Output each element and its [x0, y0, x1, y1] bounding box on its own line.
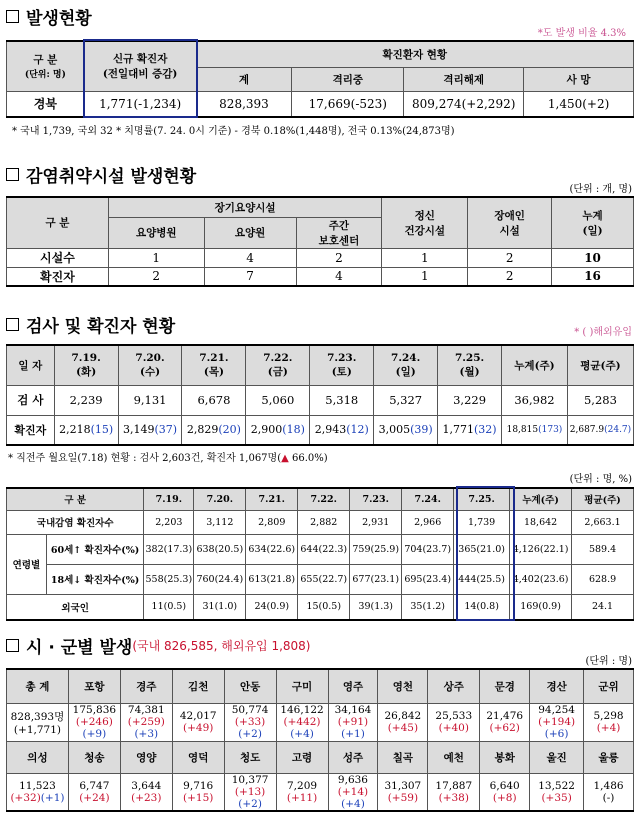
section-title-text: 시 · 군별 발생	[26, 638, 133, 658]
header-day: 7.23.	[350, 488, 402, 510]
checkbox-square-icon	[6, 168, 19, 181]
header-daycare: 주간 보호센터	[296, 217, 382, 248]
age-table	[6, 487, 634, 621]
regions-table	[6, 668, 634, 812]
header-date: 일 자	[7, 345, 55, 385]
region-values-row-1: 828,393명 (+1,771) 175,836 (+246)(+9) 74,381 (+259)(+3) 42,017 (+49) 50,774 (+33)(+2) 146,122 (+442)(+4) 34,164 (+91)(+1) 26,842 (+45) 25,533 (+40) 21,476 (+62) 94,254 (+194)(+6) 5,298 (+4)	[7, 703, 634, 741]
header-new-cases: 신규 확진자 (전일대비 증감)	[84, 41, 196, 91]
cell-total: 828,393	[196, 91, 292, 117]
header-cum: 누계(주)	[502, 345, 568, 385]
checkbox-square-icon	[6, 639, 19, 652]
header-sum: 누계 (일)	[552, 197, 634, 248]
table-row: 시설수 1 4 2 1 2 10	[7, 248, 634, 267]
cell-isolation: 17,669(-523)	[292, 91, 404, 117]
header-disabled: 장애인 시설	[468, 197, 552, 248]
header-day: 7.22.	[298, 488, 350, 510]
table-row-domestic: 국내감염 확진자수 2,203 3,112 2,809 2,882 2,931 2,966 1,739 18,642 2,663.1	[7, 510, 634, 534]
header-day: 7.21.	[246, 488, 298, 510]
header-day: 7.19. (화)	[54, 345, 118, 385]
ratio-note: *도 발생 비율 4.3%	[537, 28, 626, 39]
header-day: 7.22. (금)	[246, 345, 310, 385]
footnote-2: * 직전주 월요일(7.18) 현황 : 검사 2,603건, 확진자 1,067명(▲ 66.0%)	[8, 453, 328, 464]
table-row-60plus: 연령별 60세↑ 확진자수(%) 382(17.3) 638(20.5) 634(22.6) 644(22.3) 759(25.9) 704(23.7) 365(21.0) 4,126(22.1) 589.4	[7, 534, 634, 564]
table-row-18minus: 18세↓ 확진자수(%) 558(25.3) 760(24.4) 613(21.8) 655(22.7) 677(23.1) 695(23.4) 444(25.5) 4,402(23.6) 628.9	[7, 564, 634, 594]
row-label: 경북	[7, 91, 85, 117]
facilities-table	[6, 196, 634, 287]
section-title-tests	[6, 312, 175, 337]
header-home: 요양원	[204, 217, 296, 248]
section-title-regions	[6, 633, 310, 658]
header-gubun: 구 분 (단위: 명)	[7, 41, 85, 91]
table-row-foreigner: 외국인 11(0.5) 31(1.0) 24(0.9) 15(0.5) 39(1.3) 35(1.2) 14(0.8) 169(0.9) 24.1	[7, 594, 634, 620]
header-day: 7.20.	[194, 488, 246, 510]
section-title-text: 감염취약시설 발생현황	[26, 167, 197, 187]
cell-new: 1,771(-1,234)	[84, 91, 196, 117]
header-day: 7.25. (월)	[438, 345, 502, 385]
header-day: 7.24. (일)	[374, 345, 438, 385]
table-row-tests: 검 사 2,239 9,131 6,678 5,060 5,318 5,327 3,229 36,982 5,283	[7, 385, 634, 415]
header-day: 7.19.	[144, 488, 194, 510]
header-day: 7.20. (수)	[118, 345, 182, 385]
up-arrow-icon: ▲	[281, 453, 289, 464]
header-day: 7.24.	[402, 488, 454, 510]
header-cum: 누계(주)	[510, 488, 572, 510]
region-names-row-1: 총 계 포항 경주 김천 안동 구미 영주 영천 상주 문경 경산 군위	[7, 669, 634, 703]
table-row-confirmed: 확진자 2,218(15) 3,149(37) 2,829(20) 2,900(18) 2,943(12) 3,005(39) 1,771(32) 18,815(173) 2,687.9(24.7)	[7, 415, 634, 445]
cell-release: 809,274(+2,292)	[404, 91, 524, 117]
footnote-1: * 국내 1,739, 국외 32 * 치명률(7. 24. 0시 기준) - 경북 0.18%(1,448명), 전국 0.13%(24,873명)	[12, 126, 455, 137]
unit-note: (단위 : 개, 명)	[569, 184, 632, 195]
checkbox-square-icon	[6, 318, 19, 331]
header-avg: 평균(주)	[567, 345, 633, 385]
header-release: 격리해제	[404, 67, 524, 91]
header-gubun: 구 분	[7, 197, 109, 248]
header-death: 사 망	[524, 67, 634, 91]
overseas-note: * ( )해외유입	[574, 327, 632, 338]
header-hospital: 요양병원	[108, 217, 204, 248]
checkbox-square-icon	[6, 10, 19, 23]
section-subtitle: (국내 826,585, 해외유입 1,808)	[132, 639, 311, 653]
header-gubun: 구 분	[7, 488, 144, 510]
tests-table	[6, 344, 634, 446]
section-title-facilities	[6, 162, 196, 187]
section-title-text: 발생현황	[26, 9, 92, 29]
header-longterm: 장기요양시설	[108, 197, 382, 217]
header-status: 확진환자 현황	[196, 41, 633, 67]
occurrence-table	[6, 40, 634, 118]
cell-death: 1,450(+2)	[524, 91, 634, 117]
header-total: 계	[196, 67, 292, 91]
region-names-row-2: 의성 청송 영양 영덕 청도 고령 성주 칠곡 예천 봉화 울진 울릉	[7, 741, 634, 773]
header-avg: 평균(주)	[572, 488, 634, 510]
header-day: 7.21. (목)	[182, 345, 246, 385]
table-row: 확진자 2 7 4 1 2 16	[7, 267, 634, 286]
region-values-row-2: 11,523 (+32)(+1) 6,747 (+24) 3,644 (+23) 9,716 (+15) 10,377 (+13)(+2) 7,209 (+11) 9,636 (+14)(+4) 31,307 (+59) 17,887 (+38) 6,640 (+8) 13,522 (+35) 1,486 (-)	[7, 773, 634, 811]
section-title-text: 검사 및 확진자 현황	[26, 317, 176, 337]
unit-note-regions: (단위 : 명)	[585, 656, 632, 667]
header-day: 7.23. (토)	[310, 345, 374, 385]
header-mental: 정신 건강시설	[382, 197, 468, 248]
section-title-occurrence	[6, 4, 92, 29]
header-day: 7.25.	[454, 488, 510, 510]
header-isolation: 격리중	[292, 67, 404, 91]
unit-note-age: (단위 : 명, %)	[569, 474, 632, 485]
